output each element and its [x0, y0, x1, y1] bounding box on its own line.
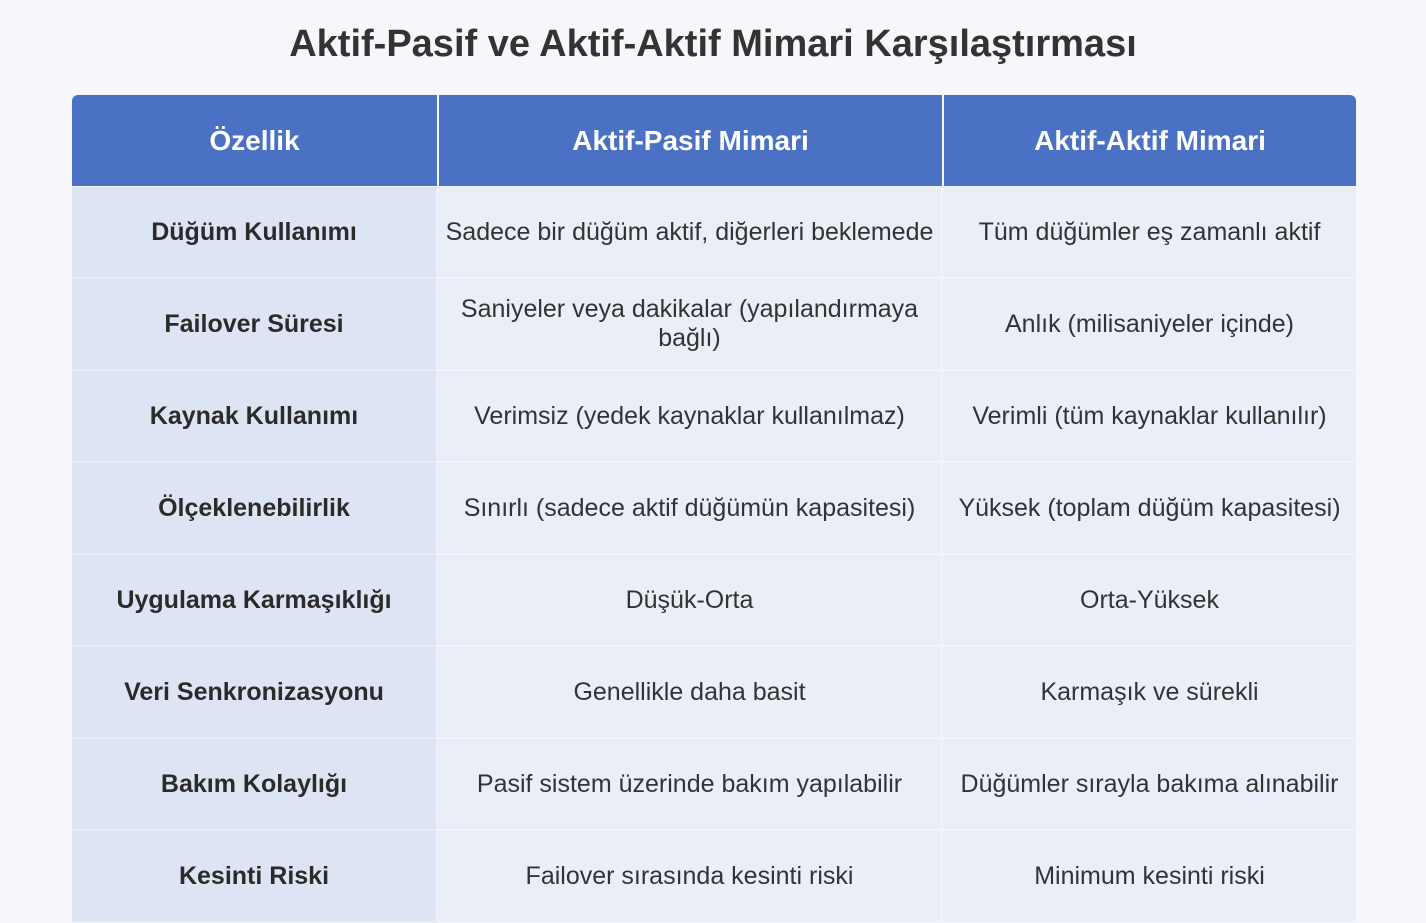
active-passive-cell: Pasif sistem üzerinde bakım yapılabilir [438, 739, 943, 831]
active-passive-cell: Sınırlı (sadece aktif düğümün kapasitesi) [438, 463, 943, 555]
column-header-feature: Özellik [72, 95, 438, 186]
active-active-cell: Tüm düğümler eş zamanlı aktif [943, 187, 1356, 279]
comparison-table [72, 95, 1356, 923]
feature-cell: Kaynak Kullanımı [72, 371, 438, 463]
feature-cell: Veri Senkronizasyonu [72, 647, 438, 739]
active-passive-cell: Verimsiz (yedek kaynaklar kullanılmaz) [438, 371, 943, 463]
active-active-cell: Minimum kesinti riski [943, 831, 1356, 923]
active-active-cell: Anlık (milisaniyeler içinde) [943, 279, 1356, 371]
active-passive-cell: Sadece bir düğüm aktif, diğerleri beklemede [438, 187, 943, 279]
active-active-cell: Karmaşık ve sürekli [943, 647, 1356, 739]
active-active-cell: Düğümler sırayla bakıma alınabilir [943, 739, 1356, 831]
feature-cell: Uygulama Karmaşıklığı [72, 555, 438, 647]
active-active-cell: Verimli (tüm kaynaklar kullanılır) [943, 371, 1356, 463]
feature-cell: Bakım Kolaylığı [72, 739, 438, 831]
active-passive-cell: Saniyeler veya dakikalar (yapılandırmaya bağlı) [438, 279, 943, 371]
active-passive-cell: Failover sırasında kesinti riski [438, 831, 943, 923]
active-passive-cell: Düşük-Orta [438, 555, 943, 647]
feature-cell: Düğüm Kullanımı [72, 187, 438, 279]
feature-cell: Ölçeklenebilirlik [72, 463, 438, 555]
active-active-cell: Orta-Yüksek [943, 555, 1356, 647]
active-active-cell: Yüksek (toplam düğüm kapasitesi) [943, 463, 1356, 555]
column-header-active-passive: Aktif-Pasif Mimari [438, 95, 943, 186]
feature-cell: Failover Süresi [72, 279, 438, 371]
page-title: Aktif-Pasif ve Aktif-Aktif Mimari Karşılaştırması [289, 23, 1137, 65]
column-header-active-active: Aktif-Aktif Mimari [943, 95, 1356, 186]
active-passive-cell: Genellikle daha basit [438, 647, 943, 739]
feature-cell: Kesinti Riski [72, 831, 438, 923]
